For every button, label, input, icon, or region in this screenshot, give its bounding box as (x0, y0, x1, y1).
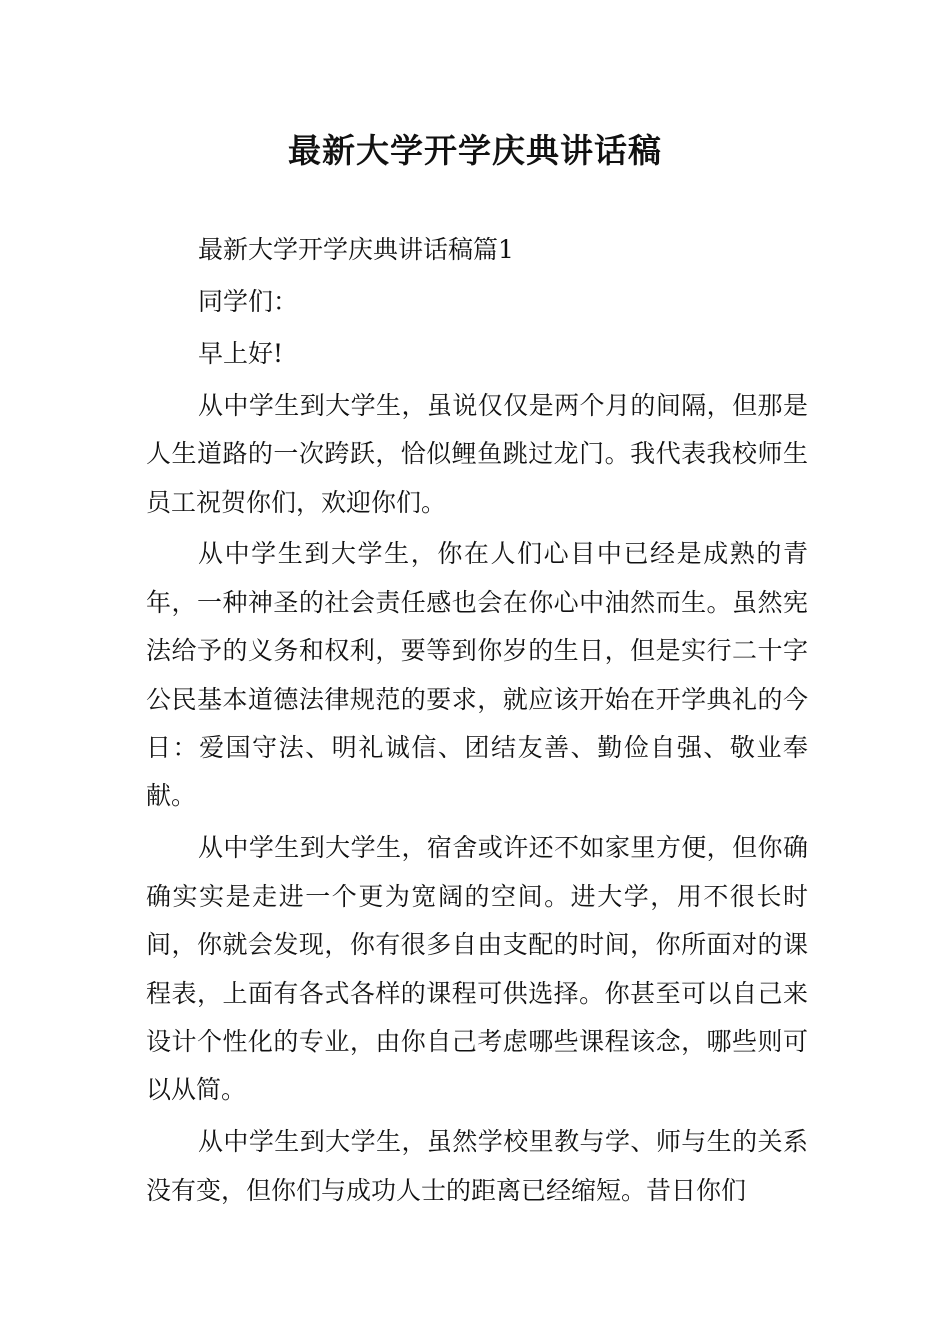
document-body (146, 226, 808, 1219)
document-title: 最新大学开学庆典讲话稿 (288, 131, 662, 170)
body-paragraph: 从中学生到大学生，宿舍或许还不如家里方便，但你确确实实是走进一个更为宽阔的空间。进大学，用不很长时间，你就会发现，你有很多自由支配的时间，你所面对的课程表，上面有各式各样的课程可供选择。你甚至可以自己来设计个性化的专业，由你自己考虑哪些课程该念，哪些则可以从简。 (146, 833, 808, 1105)
salutation: 同学们： (198, 286, 299, 316)
body-paragraph: 从中学生到大学生，你在人们心目中已经是成熟的青年，一种神圣的社会责任感也会在你心中油然而生。虽然宪法给予的义务和权利，要等到你岁的生日，但是实行二十字公民基本道德法律规范的要求，就应该开始在开学典礼的今日：爱国守法、明礼诚信、团结友善、勤俭自强、敬业奉献。 (146, 539, 808, 811)
section-heading: 最新大学开学庆典讲话稿篇1 (198, 235, 514, 264)
body-paragraph: 从中学生到大学生，虽说仅仅是两个月的间隔，但那是人生道路的一次跨跃，恰似鲤鱼跳过龙门。我代表我校师生员工祝贺你们，欢迎你们。 (146, 390, 808, 517)
greeting: 早上好! (198, 338, 284, 368)
body-paragraph: 从中学生到大学生，虽然学校里教与学、师与生的关系没有变，但你们与成功人士的距离已经缩短。昔日你们 (146, 1127, 808, 1205)
